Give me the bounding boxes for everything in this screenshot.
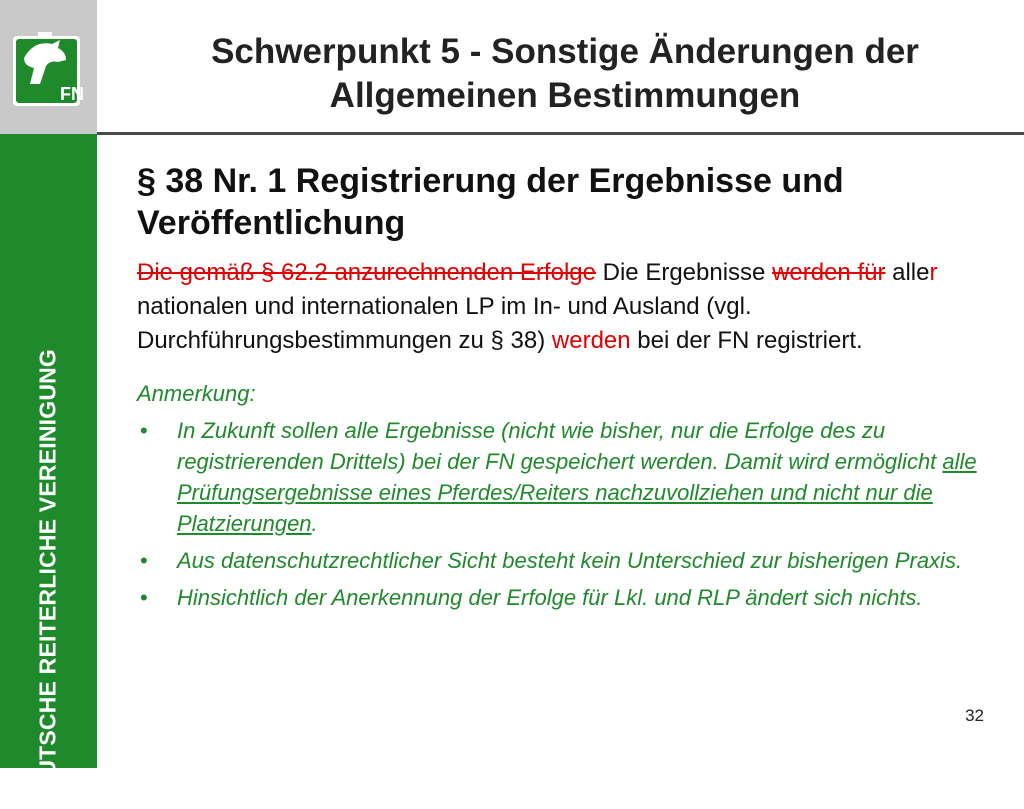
rule-text [137,256,997,358]
bullet-icon: • [140,548,148,573]
inserted-text-1: r [929,259,938,286]
bullet-1-end: . [311,511,318,536]
rule-text-part-2: alle [885,259,930,286]
logo-area [0,0,97,134]
note-list [137,415,997,613]
deleted-text-2: werden für [772,259,886,286]
note-label: Anmerkung: [137,381,256,406]
inserted-text-2: werden [551,327,631,354]
deleted-text-1: Die gemäß § 62.2 anzurechnenden Erfolge [137,259,596,286]
list-item [137,582,997,613]
bullet-1-underlined: alle Prüfungsergebnisse eines Pferdes/Reiters nachzuvollziehen und nicht nur die Platzierungen [177,449,977,536]
section-heading-line-1: § 38 Nr. 1 Registrierung der Ergebnisse und [137,162,844,200]
bullet-3-text: Hinsichtlich der Anerkennung der Erfolge für Lkl. und RLP ändert sich nichts. [177,585,923,610]
page-number: 32 [965,706,984,725]
main-content [137,160,997,619]
section-heading-line-2: Veröffentlichung [137,204,406,242]
section-heading [137,160,997,244]
list-item [137,415,997,539]
bullet-icon: • [140,585,148,610]
organization-name: DEUTSCHE REITERLICHE VEREINIGUNG [34,348,61,809]
list-item [137,545,997,576]
logo-text: FN [60,84,84,104]
header-divider [97,132,1024,135]
title-line-1: Schwerpunkt 5 - Sonstige Änderungen der [211,32,919,71]
bullet-2-text: Aus datenschutzrechtlicher Sicht besteht kein Unterschied zur bisherigen Praxis. [177,548,963,573]
title-line-2: Allgemeinen Bestimmungen [329,76,801,115]
horse-head-logo-icon [0,0,97,134]
bullet-icon: • [140,418,148,443]
sidebar [0,134,97,809]
rule-text-part-4: bei der FN registriert. [630,327,863,354]
page-title [120,30,1010,118]
rule-text-part-1: Die Ergebnisse [595,259,773,286]
bullet-1-text: In Zukunft sollen alle Ergebnisse (nicht wie bisher, nur die Erfolge des zu registrierenden Drittels) bei der FN gespeichert werden. Damit wird ermöglicht [177,418,943,474]
note-block [137,378,997,613]
rule-text-part-3: nationalen und internationalen LP im In- und Ausland (vgl. Durchführungsbestimmungen zu § 38) [137,293,752,354]
